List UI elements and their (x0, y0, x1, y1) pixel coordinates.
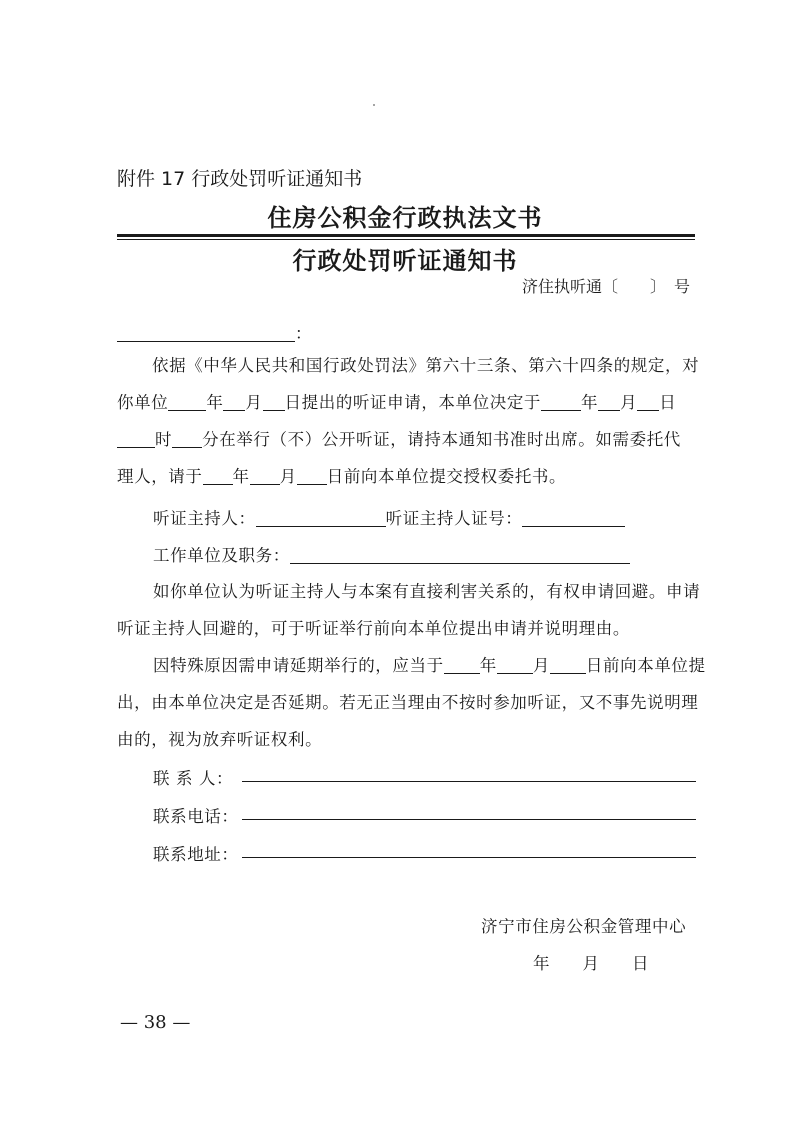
attachment-title: 附件 17 行政处罚听证通知书 (117, 168, 363, 190)
host-line (117, 505, 695, 529)
hearing-hour-blank[interactable] (117, 430, 155, 448)
text-submit: 日前向本单位提 (585, 656, 706, 675)
issue-date: 年 月 日 (533, 954, 649, 973)
para1-line4 (117, 463, 695, 487)
host-name-blank[interactable] (256, 509, 386, 527)
apply-month-blank[interactable] (223, 393, 245, 411)
text-year: 年 (206, 393, 224, 412)
extension-month-blank[interactable] (497, 656, 533, 674)
text-month: 月 (532, 656, 550, 675)
para2-line2: 听证主持人回避的，可于听证举行前向本单位提出申请并说明理由。 (117, 619, 630, 638)
hearing-month-blank[interactable] (598, 393, 620, 411)
addressee-blank[interactable] (117, 324, 295, 342)
hearing-minute-blank[interactable] (172, 430, 202, 448)
document-number: 济住执听通〔 〕 号 (521, 277, 690, 296)
para2-line1: 如你单位认为听证主持人与本案有直接利害关系的，有权申请回避。申请 (153, 582, 701, 601)
contact-phone-label: 联系电话： (153, 807, 239, 826)
host-id-blank[interactable] (522, 509, 625, 527)
apply-year-blank[interactable] (168, 393, 206, 411)
contact-phone-line (117, 803, 695, 827)
heading-rule-thick (117, 234, 695, 237)
para1-line2 (117, 389, 695, 413)
text-year: 年 (581, 393, 599, 412)
hearing-day-blank[interactable] (637, 393, 659, 411)
contact-person-line (117, 765, 695, 789)
text-agent: 理人，请于 (117, 467, 203, 486)
extension-year-blank[interactable] (444, 656, 480, 674)
contact-address-line (117, 841, 695, 865)
para3-line3: 由的，视为放弃听证权利。 (117, 730, 323, 749)
contact-phone-blank[interactable] (242, 819, 696, 820)
addressee-line (117, 320, 695, 344)
workplace-blank[interactable] (290, 546, 630, 564)
extension-day-blank[interactable] (550, 656, 586, 674)
text-month: 月 (279, 467, 297, 486)
addressee-colon: ： (295, 324, 313, 343)
authorize-day-blank[interactable] (297, 467, 327, 485)
scan-speck (373, 104, 375, 106)
text-applied: 日提出的听证申请，本单位决定于 (284, 393, 542, 412)
contact-person-label: 联 系 人： (153, 769, 234, 788)
text-year: 年 (479, 656, 497, 675)
text-day: 日 (659, 393, 677, 412)
document-heading-sub: 行政处罚听证通知书 (292, 247, 518, 275)
para3-line1 (117, 652, 706, 676)
text-hour: 时 (155, 430, 173, 449)
issuer-signature: 济宁市住房公积金管理中心 (481, 917, 687, 936)
workplace-line (117, 542, 695, 566)
contact-person-blank[interactable] (242, 781, 696, 782)
page-number: — 38 — (120, 1012, 191, 1033)
contact-address-label: 联系地址： (153, 845, 239, 864)
text-month: 月 (245, 393, 263, 412)
text-minute: 分在举行（不）公开听证，请持本通知书准时出席。如需委托代 (202, 430, 681, 449)
hearing-year-blank[interactable] (541, 393, 581, 411)
para1-line1: 依据《中华人民共和国行政处罚法》第六十三条、第六十四条的规定，对 (152, 356, 700, 375)
authorize-year-blank[interactable] (203, 467, 233, 485)
workplace-label: 工作单位及职务： (153, 546, 290, 565)
text-month: 月 (620, 393, 638, 412)
authorize-month-blank[interactable] (250, 467, 280, 485)
apply-day-blank[interactable] (263, 393, 285, 411)
host-id-label: 听证主持人证号： (385, 509, 523, 528)
text-authorize: 日前向本单位提交授权委托书。 (326, 467, 567, 486)
para1-line3 (117, 426, 695, 450)
text-you-unit: 你单位 (117, 393, 169, 412)
document-heading-main: 住房公积金行政执法文书 (267, 204, 543, 232)
text-extension: 因特殊原因需申请延期举行的，应当于 (153, 656, 444, 675)
contact-address-blank[interactable] (242, 857, 696, 858)
host-label: 听证主持人： (153, 509, 256, 528)
heading-rule-thin (117, 239, 695, 240)
para3-line2: 出，由本单位决定是否延期。若无正当理由不按时参加听证，又不事先说明理 (117, 693, 699, 712)
text-year: 年 (232, 467, 250, 486)
